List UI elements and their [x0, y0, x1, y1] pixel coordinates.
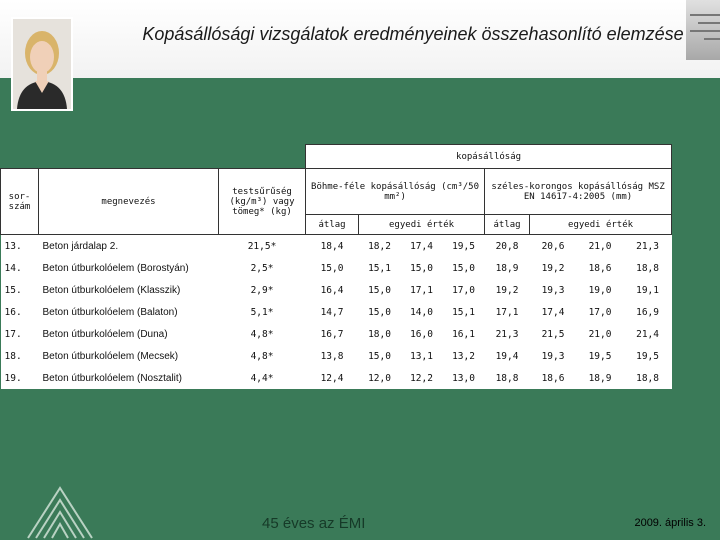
cell-s1: 19,3 [530, 279, 577, 301]
cell-b1: 15,0 [359, 345, 401, 367]
cell-b1: 12,0 [359, 367, 401, 389]
cell-b1: 15,0 [359, 279, 401, 301]
cell-b3: 13,0 [443, 367, 485, 389]
table-row [1, 301, 672, 323]
header-bohme: Böhme-féle kopásállóság (cm³/50 mm²) [306, 169, 485, 215]
cell-density: 4,8* [219, 345, 306, 367]
cell-s2: 17,0 [577, 301, 624, 323]
table-row [1, 323, 672, 345]
cell-b-avg: 18,4 [306, 235, 359, 258]
table-row [1, 345, 672, 367]
cell-s3: 18,8 [624, 257, 672, 279]
header-szeles: széles-korongos kopásállóság MSZ EN 14617-4:2005 (mm) [485, 169, 672, 215]
cell-density: 2,9* [219, 279, 306, 301]
cell-s3: 19,1 [624, 279, 672, 301]
cell-no: 17. [1, 323, 39, 345]
cell-b-avg: 16,4 [306, 279, 359, 301]
cell-b2: 17,4 [401, 235, 443, 258]
cell-name: Beton járdalap 2. [39, 235, 219, 258]
cell-b-avg: 12,4 [306, 367, 359, 389]
slide-title: Kopásállósági vizsgálatok eredményeinek összehasonlító elemzése [142, 24, 684, 44]
cell-s2: 18,9 [577, 367, 624, 389]
footer-date: 2009. április 3. [634, 517, 706, 529]
cell-name: Beton útburkolóelem (Klasszik) [39, 279, 219, 301]
cell-s-avg: 19,2 [485, 279, 530, 301]
cell-s-avg: 18,8 [485, 367, 530, 389]
cell-s-avg: 18,9 [485, 257, 530, 279]
header-atlag-bohme: átlag [306, 215, 359, 235]
cell-b3: 17,0 [443, 279, 485, 301]
header-atlag-szeles: átlag [485, 215, 530, 235]
header-kopasallosag: kopásállóság [306, 145, 672, 169]
results-table [0, 144, 672, 389]
cell-no: 18. [1, 345, 39, 367]
cell-b3: 15,0 [443, 257, 485, 279]
cell-b3: 15,1 [443, 301, 485, 323]
cell-b2: 16,0 [401, 323, 443, 345]
cell-s1: 19,2 [530, 257, 577, 279]
footer-text: 45 éves az ÉMI [262, 515, 366, 532]
cell-s3: 21,4 [624, 323, 672, 345]
table-row [1, 235, 672, 258]
cell-b2: 12,2 [401, 367, 443, 389]
table-row [1, 367, 672, 389]
cell-name: Beton útburkolóelem (Nosztalit) [39, 367, 219, 389]
cell-b2: 14,0 [401, 301, 443, 323]
cell-b2: 15,0 [401, 257, 443, 279]
cell-b3: 19,5 [443, 235, 485, 258]
cell-b2: 13,1 [401, 345, 443, 367]
cell-name: Beton útburkolóelem (Mecsek) [39, 345, 219, 367]
cell-b3: 13,2 [443, 345, 485, 367]
emi-logo-icon [26, 482, 94, 540]
cell-s1: 19,3 [530, 345, 577, 367]
cell-density: 5,1* [219, 301, 306, 323]
cell-no: 19. [1, 367, 39, 389]
cell-no: 16. [1, 301, 39, 323]
cell-s1: 21,5 [530, 323, 577, 345]
cell-b2: 17,1 [401, 279, 443, 301]
cell-s3: 21,3 [624, 235, 672, 258]
cell-s2: 21,0 [577, 323, 624, 345]
cell-s2: 19,0 [577, 279, 624, 301]
cell-no: 15. [1, 279, 39, 301]
cell-b1: 15,0 [359, 301, 401, 323]
cell-density: 2,5* [219, 257, 306, 279]
cell-name: Beton útburkolóelem (Balaton) [39, 301, 219, 323]
cell-b1: 15,1 [359, 257, 401, 279]
cell-s1: 18,6 [530, 367, 577, 389]
cell-s2: 21,0 [577, 235, 624, 258]
header-megnevezes: megnevezés [39, 169, 219, 235]
cell-b3: 16,1 [443, 323, 485, 345]
cell-s3: 16,9 [624, 301, 672, 323]
cell-no: 13. [1, 235, 39, 258]
cell-no: 14. [1, 257, 39, 279]
table-row [1, 279, 672, 301]
cell-s3: 19,5 [624, 345, 672, 367]
header-egyedi-szeles: egyedi érték [530, 215, 672, 235]
cell-s-avg: 19,4 [485, 345, 530, 367]
cell-name: Beton útburkolóelem (Borostyán) [39, 257, 219, 279]
cell-s2: 19,5 [577, 345, 624, 367]
cell-s3: 18,8 [624, 367, 672, 389]
cell-b1: 18,2 [359, 235, 401, 258]
cell-b-avg: 16,7 [306, 323, 359, 345]
header-egyedi-bohme: egyedi érték [359, 215, 485, 235]
cell-s-avg: 17,1 [485, 301, 530, 323]
cell-b-avg: 14,7 [306, 301, 359, 323]
cell-b-avg: 15,0 [306, 257, 359, 279]
header-sorszam: sor- szám [1, 169, 39, 235]
cell-s-avg: 21,3 [485, 323, 530, 345]
cell-b-avg: 13,8 [306, 345, 359, 367]
cell-s-avg: 20,8 [485, 235, 530, 258]
cell-b1: 18,0 [359, 323, 401, 345]
portrait-photo [11, 17, 73, 111]
cell-name: Beton útburkolóelem (Duna) [39, 323, 219, 345]
header-testsuruseg: testsűrűség (kg/m³) vagy tömeg* (kg) [219, 169, 306, 235]
cell-s1: 17,4 [530, 301, 577, 323]
cell-density: 4,8* [219, 323, 306, 345]
cell-density: 21,5* [219, 235, 306, 258]
cell-density: 4,4* [219, 367, 306, 389]
table-row [1, 257, 672, 279]
cell-s1: 20,6 [530, 235, 577, 258]
cell-s2: 18,6 [577, 257, 624, 279]
